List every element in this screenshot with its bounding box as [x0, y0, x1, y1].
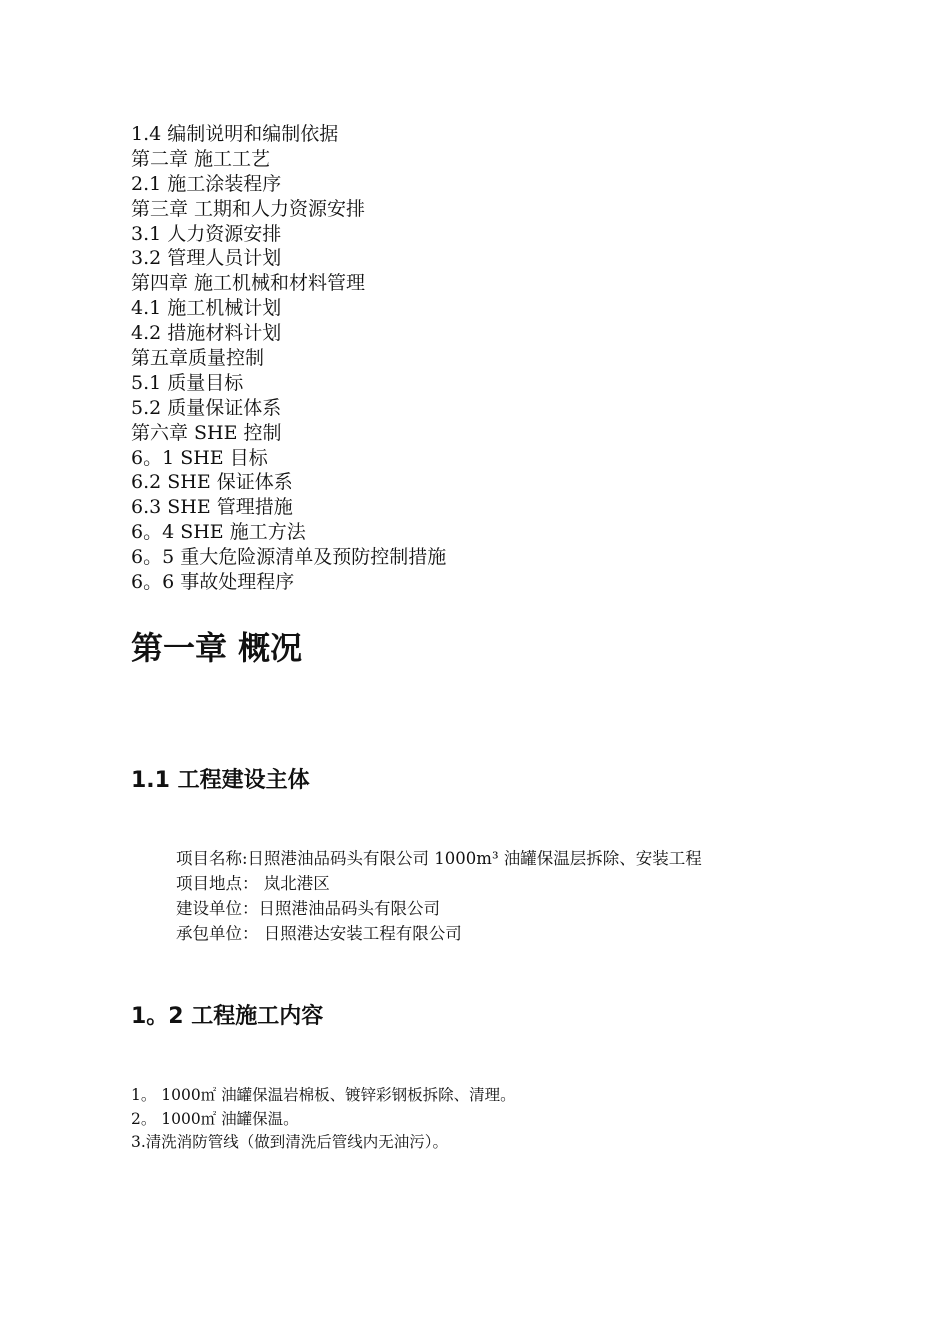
toc-item[interactable]: 6.3 SHE 管理措施: [131, 496, 293, 519]
contractor-unit-line: 承包单位： 日照港达安装工程有限公司: [176, 924, 462, 943]
toc-item[interactable]: 3.1 人力资源安排: [131, 222, 282, 245]
section-heading-construction-entity: 1.1 工程建设主体: [131, 768, 310, 793]
project-name-line: 项目名称:日照港油品码头有限公司 1000m³ 油罐保温层拆除、安装工程: [176, 849, 702, 868]
toc-item[interactable]: 2.1 施工涂装程序: [131, 172, 282, 195]
toc-item[interactable]: 6。4 SHE 施工方法: [131, 521, 306, 544]
content-item: 3.清洗消防管线（做到清洗后管线内无油污）。: [131, 1133, 449, 1151]
toc-item[interactable]: 3.2 管理人员计划: [131, 247, 282, 270]
toc-item[interactable]: 第六章 SHE 控制: [131, 421, 282, 444]
toc-item[interactable]: 第五章质量控制: [131, 347, 265, 370]
table-of-contents: [131, 122, 446, 595]
toc-item[interactable]: 第三章 工期和人力资源安排: [131, 197, 366, 220]
toc-item[interactable]: 1.4 编制说明和编制依据: [131, 123, 339, 145]
toc-item[interactable]: 6。1 SHE 目标: [131, 446, 268, 469]
content-item: 1。 1000㎡ 油罐保温岩棉板、镀锌彩钢板拆除、清理。: [131, 1086, 516, 1104]
section-heading-construction-content: 1。2 工程施工内容: [131, 1004, 324, 1029]
toc-item[interactable]: 6。5 重大危险源清单及预防控制措施: [131, 546, 447, 569]
toc-item[interactable]: 第二章 施工工艺: [131, 147, 271, 170]
construction-content-list: [131, 1084, 516, 1155]
toc-item[interactable]: 6.2 SHE 保证体系: [131, 471, 293, 494]
chapter-title: 第一章 概况: [131, 629, 303, 667]
toc-item[interactable]: 第四章 施工机械和材料管理: [131, 272, 366, 295]
toc-item[interactable]: 6。6 事故处理程序: [131, 571, 295, 594]
toc-item[interactable]: 5.1 质量目标: [131, 371, 244, 394]
toc-item[interactable]: 4.2 措施材料计划: [131, 322, 282, 345]
owner-unit-line: 建设单位：日照港油品码头有限公司: [176, 899, 440, 918]
content-item: 2。 1000㎡ 油罐保温。: [131, 1109, 299, 1128]
toc-item[interactable]: 5.2 质量保证体系: [131, 396, 282, 419]
project-info-list: [176, 846, 702, 946]
toc-item[interactable]: 4.1 施工机械计划: [131, 297, 282, 320]
project-location-line: 项目地点： 岚北港区: [176, 874, 330, 893]
